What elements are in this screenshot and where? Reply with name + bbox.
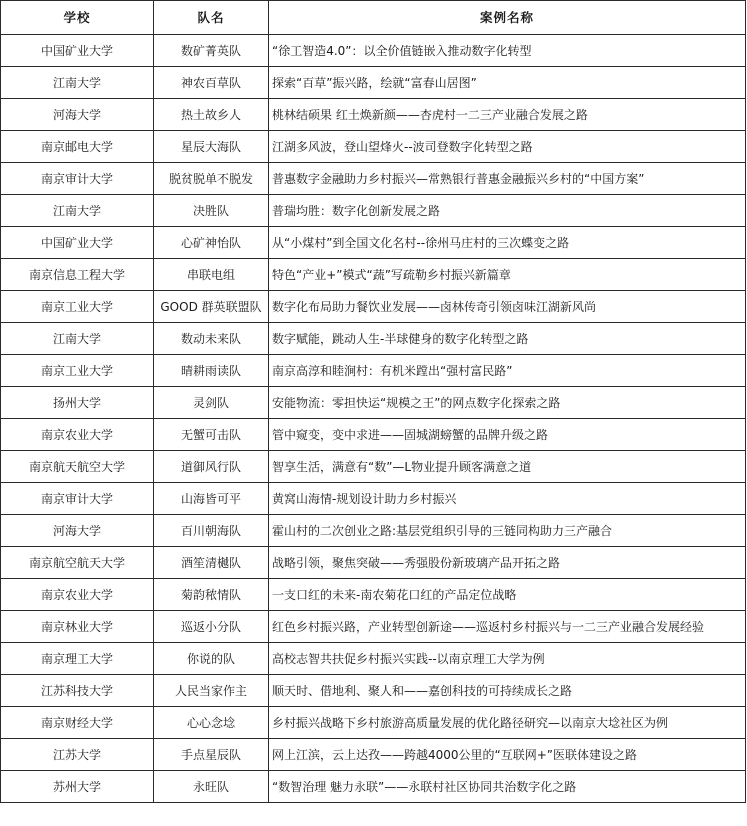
team-cell: 道御风行队: [154, 451, 269, 483]
school-cell: 南京林业大学: [1, 611, 154, 643]
team-cell: 神农百草队: [154, 67, 269, 99]
case-cell: 智享生活，满意有“数”—L物业提升顾客满意之道: [269, 451, 746, 483]
school-cell: 中国矿业大学: [1, 227, 154, 259]
table-row: [1, 387, 746, 419]
table-row: [1, 483, 746, 515]
table-row: [1, 739, 746, 771]
table-row: [1, 35, 746, 67]
school-cell: 南京工业大学: [1, 291, 154, 323]
case-cell: “徐工智造4.0”：以全价值链嵌入推动数字化转型: [269, 35, 746, 67]
school-cell: 南京航天航空大学: [1, 451, 154, 483]
table-row: [1, 131, 746, 163]
table-row: [1, 195, 746, 227]
school-cell: 南京农业大学: [1, 579, 154, 611]
case-cell: 高校志智共扶促乡村振兴实践--以南京理工大学为例: [269, 643, 746, 675]
team-cell: 心心念埝: [154, 707, 269, 739]
team-cell: 热土故乡人: [154, 99, 269, 131]
school-cell: 南京航空航天大学: [1, 547, 154, 579]
table-row: [1, 355, 746, 387]
school-cell: 南京审计大学: [1, 163, 154, 195]
table-row: [1, 547, 746, 579]
table-row: [1, 227, 746, 259]
case-cell: 战略引领，聚焦突破——秀强股份新玻璃产品开拓之路: [269, 547, 746, 579]
team-cell: 脱贫脱单不脱发: [154, 163, 269, 195]
team-cell: 数矿菁英队: [154, 35, 269, 67]
team-cell: 百川朝海队: [154, 515, 269, 547]
case-cell: 桃林结硕果 红土焕新颜——杏虎村一二三产业融合发展之路: [269, 99, 746, 131]
team-cell: 串联电组: [154, 259, 269, 291]
case-cell: 乡村振兴战略下乡村旅游高质量发展的优化路径研究—以南京大埝社区为例: [269, 707, 746, 739]
team-cell: 数动未来队: [154, 323, 269, 355]
table-row: [1, 451, 746, 483]
school-cell: 江南大学: [1, 195, 154, 227]
case-cell: 黄窝山海情-规划设计助力乡村振兴: [269, 483, 746, 515]
school-cell: 南京邮电大学: [1, 131, 154, 163]
header-row: [1, 1, 746, 35]
team-cell: 星辰大海队: [154, 131, 269, 163]
case-cell: 一支口红的未来-南农菊花口红的产品定位战略: [269, 579, 746, 611]
team-cell: GOOD 群英联盟队: [154, 291, 269, 323]
school-cell: 河海大学: [1, 99, 154, 131]
team-cell: 无蟹可击队: [154, 419, 269, 451]
team-cell: 巡返小分队: [154, 611, 269, 643]
table-row: [1, 675, 746, 707]
school-cell: 南京农业大学: [1, 419, 154, 451]
team-cell: 心矿神怡队: [154, 227, 269, 259]
table-row: [1, 259, 746, 291]
school-cell: 中国矿业大学: [1, 35, 154, 67]
table-row: [1, 163, 746, 195]
team-cell: 菊韵秾情队: [154, 579, 269, 611]
table-row: [1, 99, 746, 131]
case-cell: 探索“百草”振兴路，绘就“富春山居图”: [269, 67, 746, 99]
team-cell: 酒笙清樾队: [154, 547, 269, 579]
case-cell: 霍山村的二次创业之路:基层党组织引导的三链同构助力三产融合: [269, 515, 746, 547]
table-row: [1, 643, 746, 675]
case-cell: 安能物流：零担快运“规模之王”的网点数字化探索之路: [269, 387, 746, 419]
school-cell: 南京工业大学: [1, 355, 154, 387]
school-cell: 南京财经大学: [1, 707, 154, 739]
header-school: 学校: [1, 1, 154, 35]
table-row: [1, 611, 746, 643]
school-cell: 苏州大学: [1, 771, 154, 803]
school-cell: 南京审计大学: [1, 483, 154, 515]
school-cell: 南京信息工程大学: [1, 259, 154, 291]
school-cell: 江南大学: [1, 323, 154, 355]
case-cell: 江湖多风波，登山望烽火--波司登数字化转型之路: [269, 131, 746, 163]
team-cell: 晴耕雨读队: [154, 355, 269, 387]
table-body: [1, 35, 746, 803]
case-cell: 南京高淳和睦涧村：有机米蹚出“强村富民路”: [269, 355, 746, 387]
case-cell: 数字化布局助力餐饮业发展——卤林传奇引领卤味江湖新风尚: [269, 291, 746, 323]
case-cell: 普惠数字金融助力乡村振兴—常熟银行普惠金融振兴乡村的“中国方案”: [269, 163, 746, 195]
header-case: 案例名称: [269, 1, 746, 35]
team-cell: 永旺队: [154, 771, 269, 803]
school-cell: 江南大学: [1, 67, 154, 99]
case-cell: “数智治理 魅力永联”——永联村社区协同共治数字化之路: [269, 771, 746, 803]
case-cell: 网上江滨，云上达孜——跨越4000公里的“互联网+”医联体建设之路: [269, 739, 746, 771]
table-row: [1, 67, 746, 99]
team-cell: 山海皆可平: [154, 483, 269, 515]
school-cell: 江苏大学: [1, 739, 154, 771]
school-cell: 南京理工大学: [1, 643, 154, 675]
case-cell: 红色乡村振兴路，产业转型创新途——巡返村乡村振兴与一二三产业融合发展经验: [269, 611, 746, 643]
header-team: 队名: [154, 1, 269, 35]
table-row: [1, 291, 746, 323]
case-cell: 管中窥变，变中求进——固城湖螃蟹的品牌升级之路: [269, 419, 746, 451]
team-cell: 手点星辰队: [154, 739, 269, 771]
school-cell: 扬州大学: [1, 387, 154, 419]
case-cell: 特色“产业+”模式“蔬”写疏勒乡村振兴新篇章: [269, 259, 746, 291]
table-row: [1, 515, 746, 547]
school-cell: 河海大学: [1, 515, 154, 547]
table-row: [1, 771, 746, 803]
case-cell: 顺天时、借地利、聚人和——嘉创科技的可持续成长之路: [269, 675, 746, 707]
case-cell: 普瑞均胜：数字化创新发展之路: [269, 195, 746, 227]
team-cell: 决胜队: [154, 195, 269, 227]
table-row: [1, 323, 746, 355]
case-cell: 从“小煤村”到全国文化名村--徐州马庄村的三次蝶变之路: [269, 227, 746, 259]
team-cell: 你说的队: [154, 643, 269, 675]
team-cell: 灵剑队: [154, 387, 269, 419]
table-row: [1, 707, 746, 739]
case-cell: 数字赋能，跳动人生-半球健身的数字化转型之路: [269, 323, 746, 355]
table-row: [1, 579, 746, 611]
team-cell: 人民当家作主: [154, 675, 269, 707]
school-cell: 江苏科技大学: [1, 675, 154, 707]
table-row: [1, 419, 746, 451]
